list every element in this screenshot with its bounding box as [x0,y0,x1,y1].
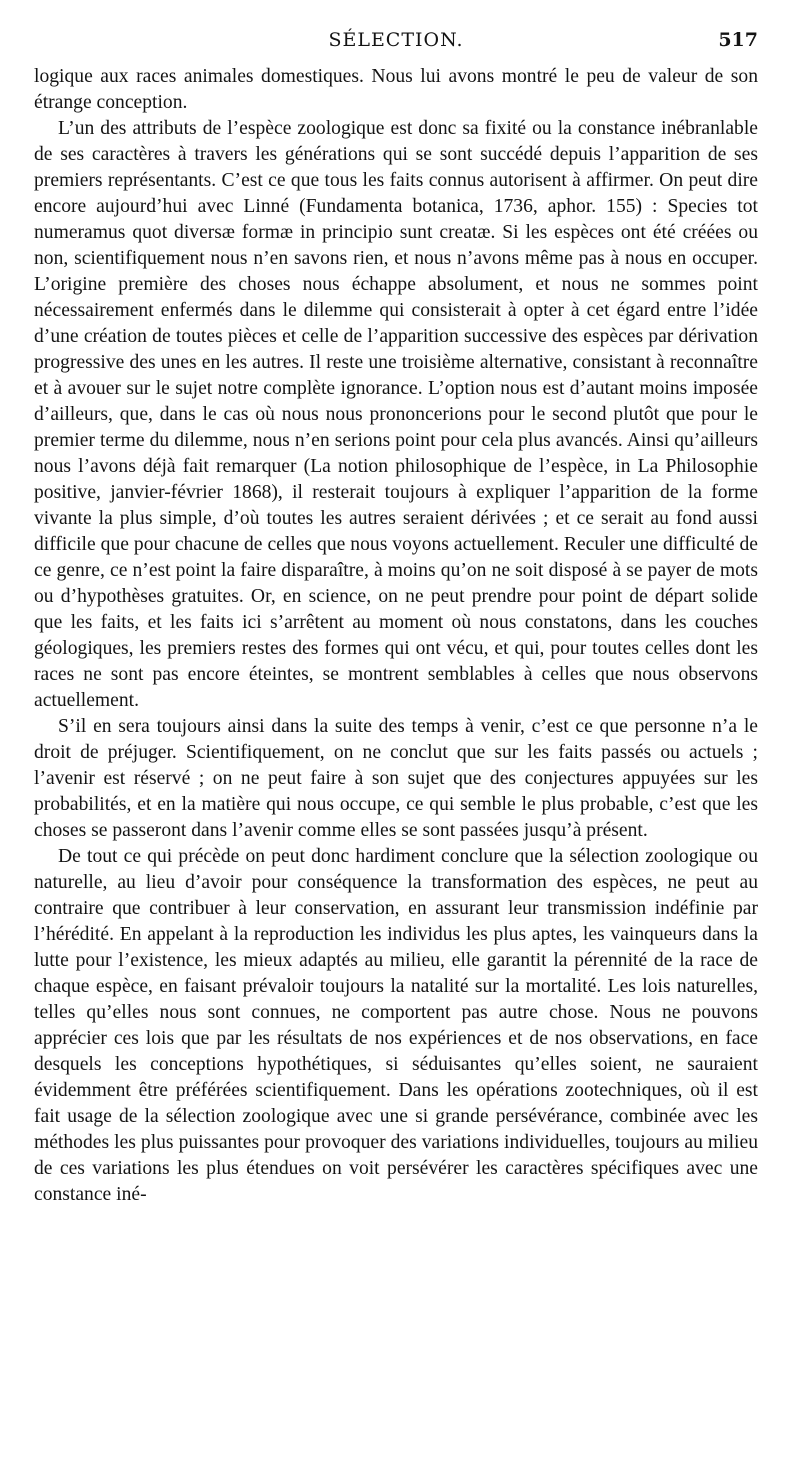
paragraph: logique aux races animales domestiques. Nous lui avons montré le peu de valeur de son étrange conception. [34,66,758,113]
page-number: 517 [718,29,758,51]
paragraph: S’il en sera toujours ainsi dans la suite des temps à venir, c’est ce que personne n’a le droit de préjuger. Scientifiquement, on ne conclut que sur les faits passés ou actuels ; l’avenir est réservé ; on ne peut faire à son sujet que des conjectures appuyées sur les probabilités, et en la matière qui nous occupe, ce qui semble le plus probable, c’est que les choses se passeront dans l’avenir comme elles se sont passées jusqu’à présent. [34,716,758,841]
body-text [34,64,758,1208]
paragraph: De tout ce qui précède on peut donc hardiment conclure que la sélection zoologique ou naturelle, au lieu d’avoir pour conséquence la transformation des espèces, ne peut au contraire que contribuer à leur conservation, en assurant leur transmission indéfinie par l’hérédité. En appelant à la reproduction les individus les plus aptes, les vainqueurs dans la lutte pour l’existence, les mieux adaptés au milieu, elle garantit la pérennité de la race de chaque espèce, en faisant prévaloir toujours la natalité sur la mortalité. Les lois naturelles, telles qu’elles nous sont connues, ne comportent pas autre chose. Nous ne pouvons apprécier ces lois que par les résultats de nos expériences et de nos observations, en face desquels les conceptions hypothétiques, si séduisantes qu’elles soient, ne sauraient évidemment être préférées scientifiquement. Dans les opérations zootechniques, où il est fait usage de la sélection zoologique avec une si grande persévérance, combinée avec les méthodes les plus puissantes pour provoquer des variations individuelles, toujours au milieu de ces variations les plus étendues on voit persévérer les caractères spécifiques avec une constance iné- [34,846,758,1205]
paragraph: L’un des attributs de l’espèce zoologique est donc sa fixité ou la constance inébranlable de ses caractères à travers les générations qui se sont succédé depuis l’apparition de ses premiers représentants. C’est ce que tous les faits connus autorisent à affirmer. On peut dire encore aujourd’hui avec Linné (Fundamenta botanica, 1736, aphor. 155) : Species tot numeramus quot diversæ formæ in principio sunt creatæ. Si les espèces ont été créées ou non, scientifiquement nous n’en savons rien, et nous n’avons même pas à nous en occuper. L’origine première des choses nous échappe absolument, et nous ne sommes point nécessairement enfermés dans le dilemme qui consisterait à opter à cet égard entre l’idée d’une création de toutes pièces et celle de l’apparition successive des espèces par dérivation progressive des unes en les autres. Il reste une troisième alternative, consistant à reconnaître et à avouer sur le sujet notre complète ignorance. L’option nous est d’autant moins imposée d’ailleurs, que, dans le cas où nous nous prononcerions pour le second plutôt que pour le premier terme du dilemme, nous n’en serions point pour cela plus avancés. Ainsi qu’ailleurs nous l’avons déjà fait remarquer (La notion philosophique de l’espèce, in La Philosophie positive, janvier-février 1868), il resterait toujours à expliquer l’apparition de la forme vivante la plus simple, d’où toutes les autres seraient dérivées ; et ce serait au fond aussi difficile que pour chacune de celles que nous voyons actuellement. Reculer une difficulté de ce genre, ce n’est point la faire disparaître, à moins qu’on ne soit disposé à se payer de mots ou d’hypothèses gratuites. Or, en science, on ne peut prendre pour point de départ solide que les faits, et les faits ici s’arrêtent au moment où nous constatons, dans les couches géologiques, les premiers restes des formes qui ont vécu, et qui, pour toutes celles dont les races ne sont pas encore éteintes, se montrent semblables à celles que nous observons actuellement. [34,118,758,711]
page-header [34,29,758,59]
running-head: SÉLECTION. [328,29,464,51]
